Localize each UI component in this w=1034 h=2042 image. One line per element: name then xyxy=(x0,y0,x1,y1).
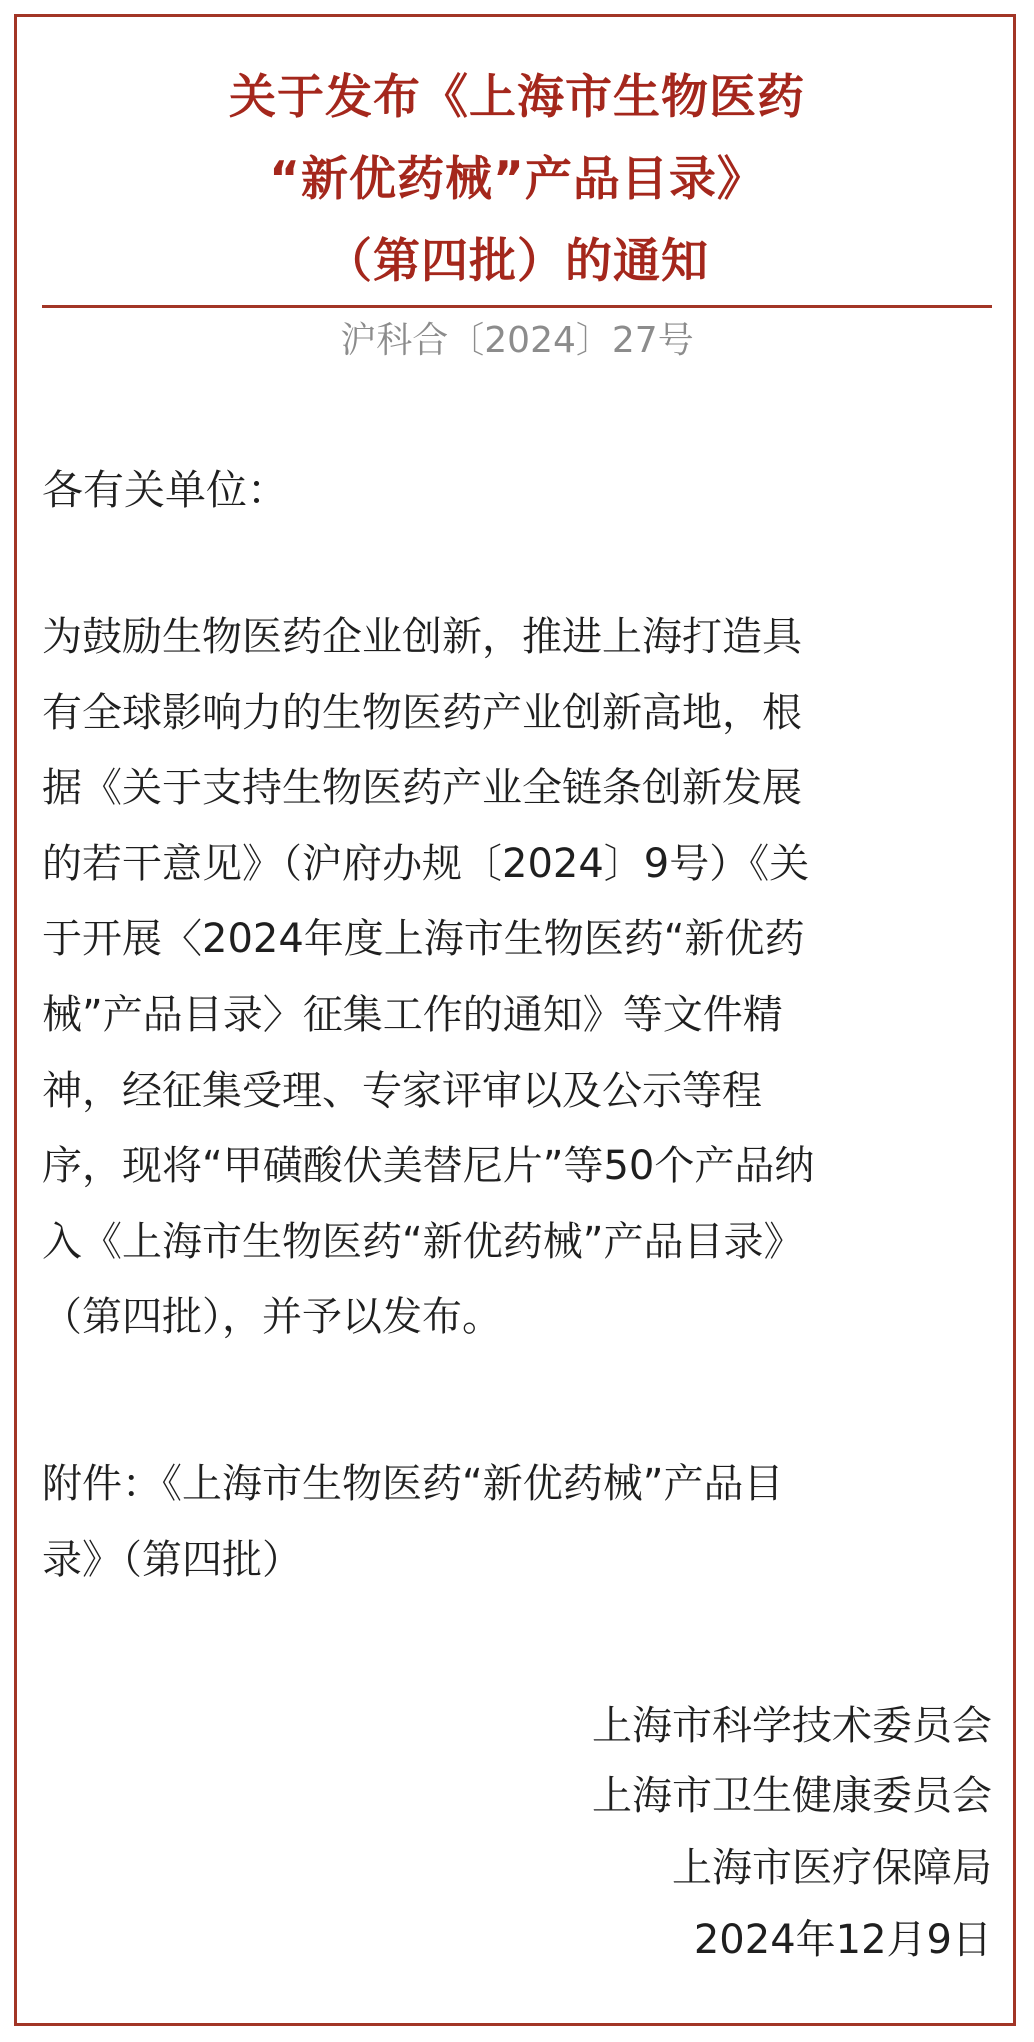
body-line: 械”产品目录〉征集工作的通知》等文件精 xyxy=(42,991,783,1038)
document-number: 沪科合〔2024〕27号 xyxy=(340,320,694,361)
attachment-line: 录》（第四批） xyxy=(42,1536,302,1583)
title-line-3: （第四批）的通知 xyxy=(325,234,709,289)
body-line: 有全球影响力的生物医药产业创新高地，根 xyxy=(42,689,802,736)
attachment-line: 附件：《上海市生物医药“新优药械”产品目 xyxy=(42,1461,784,1507)
body-paragraph xyxy=(42,600,1002,1356)
body-line: 为鼓励生物医药企业创新，推进上海打造具 xyxy=(42,614,802,660)
attachment-note xyxy=(42,1447,1002,1598)
body-line: 于开展〈2024年度上海市生物医药“新优药 xyxy=(42,916,805,963)
title-divider xyxy=(42,305,992,308)
body-line: 的若干意见》（沪府办规〔2024〕9号）《关 xyxy=(42,840,810,887)
body-line: 据《关于支持生物医药产业全链条创新发展 xyxy=(42,765,802,812)
signature-org-health: 上海市卫生健康委员会 xyxy=(592,1773,992,1819)
signature-org-medical-security: 上海市医疗保障局 xyxy=(672,1845,992,1891)
title-line-1: 关于发布《上海市生物医药 xyxy=(229,70,805,125)
signature-org-stcsm: 上海市科学技术委员会 xyxy=(592,1703,992,1749)
body-line: （第四批），并予以发布。 xyxy=(42,1294,502,1341)
signature-date: 2024年12月9日 xyxy=(693,1917,992,1963)
body-line: 入《上海市生物医药“新优药械”产品目录》 xyxy=(42,1218,804,1265)
title-line-2: “新优药械”产品目录》 xyxy=(269,152,765,207)
salutation: 各有关单位： xyxy=(42,466,288,514)
body-line: 序，现将“甲磺酸伏美替尼片”等50个产品纳 xyxy=(42,1143,815,1190)
body-line: 神，经征集受理、专家评审以及公示等程 xyxy=(42,1067,762,1114)
